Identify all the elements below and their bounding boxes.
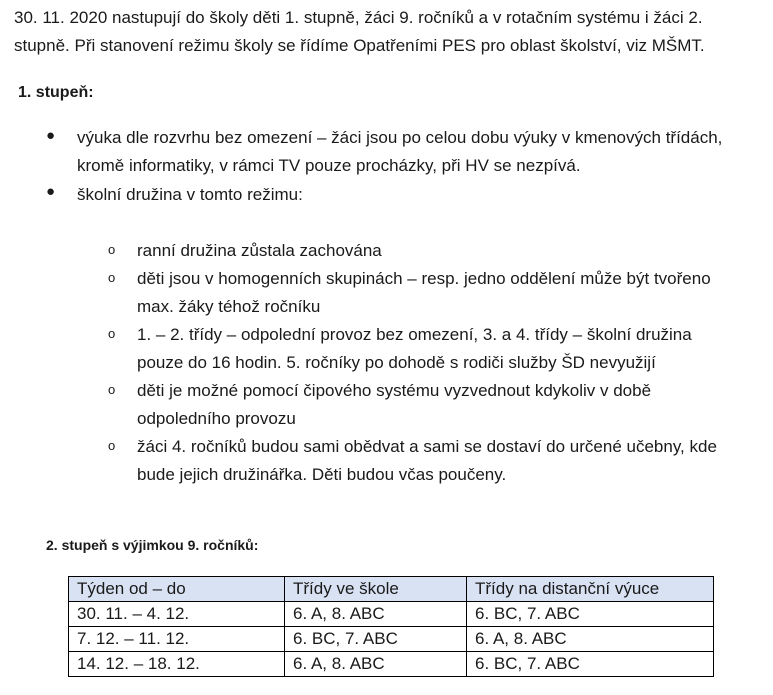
sub-bullet-4-line-2: odpoledního provozu [137, 409, 296, 428]
table-cell: 6. A, 8. ABC [285, 602, 467, 627]
table-cell: 7. 12. – 11. 12. [69, 627, 285, 652]
table-header-row [69, 577, 714, 602]
table-row [69, 602, 714, 627]
sub-bullet-1-line-1: ranní družina zůstala zachována [137, 241, 382, 260]
sub-bullet-3-line-1: 1. – 2. třídy – odpolední provoz bez omezení, 3. a 4. třídy – školní družina [137, 325, 692, 344]
circle-bullet-icon: o [108, 438, 116, 453]
table-cell: 6. A, 8. ABC [467, 627, 714, 652]
table-row [69, 652, 714, 677]
column-header-week: Týden od – do [69, 577, 285, 602]
bullet-1-line-2: kromě informatiky, v rámci TV pouze procházky, při HV se nezpívá. [77, 156, 581, 175]
bullet-icon: ● [46, 183, 56, 200]
sub-bullet-4-line-1: děti je možné pomocí čipového systému vyzvednout kdykoliv v době [137, 381, 652, 400]
bullet-2-line-1: školní družina v tomto režimu: [77, 185, 303, 204]
intro-line-2: stupně. Při stanovení režimu školy se řídíme Opatřeními PES pro oblast školství, viz MŠMT. [14, 36, 705, 55]
heading-second-level: 2. stupeň s výjimkou 9. ročníků: [46, 537, 259, 553]
heading-first-level: 1. stupeň: [18, 84, 94, 101]
sub-bullet-2-line-2: max. žáky téhož ročníku [137, 297, 321, 316]
sub-bullet-3-line-2: pouze do 16 hodin. 5. ročníky po dohodě s rodiči služby ŠD nevyužijí [137, 353, 656, 372]
table-row [69, 627, 714, 652]
table-cell: 6. A, 8. ABC [285, 652, 467, 677]
circle-bullet-icon: o [108, 242, 116, 257]
schedule-table [68, 576, 714, 677]
table-cell: 6. BC, 7. ABC [467, 602, 714, 627]
table-cell: 30. 11. – 4. 12. [69, 602, 285, 627]
bullet-icon: ● [46, 127, 56, 144]
intro-line-1: 30. 11. 2020 nastupují do školy děti 1. stupně, žáci 9. ročníků a v rotačním systému i žáci 2. [14, 8, 703, 27]
circle-bullet-icon: o [108, 382, 116, 397]
table-cell: 6. BC, 7. ABC [467, 652, 714, 677]
column-header-in-school: Třídy ve škole [285, 577, 467, 602]
sub-bullet-2-line-1: děti jsou v homogenních skupinách – resp. jedno oddělení může být tvořeno [137, 269, 711, 288]
table-cell: 14. 12. – 18. 12. [69, 652, 285, 677]
table-cell: 6. BC, 7. ABC [285, 627, 467, 652]
bullet-1-line-1: výuka dle rozvrhu bez omezení – žáci jsou po celou dobu výuky v kmenových třídách, [77, 128, 723, 147]
circle-bullet-icon: o [108, 326, 116, 341]
sub-bullet-5-line-2: bude jejich družinářka. Děti budou včas poučeny. [137, 465, 507, 484]
sub-bullet-5-line-1: žáci 4. ročníků budou sami obědvat a sami se dostaví do určené učebny, kde [137, 437, 717, 456]
circle-bullet-icon: o [108, 270, 116, 285]
column-header-distance: Třídy na distanční výuce [467, 577, 714, 602]
